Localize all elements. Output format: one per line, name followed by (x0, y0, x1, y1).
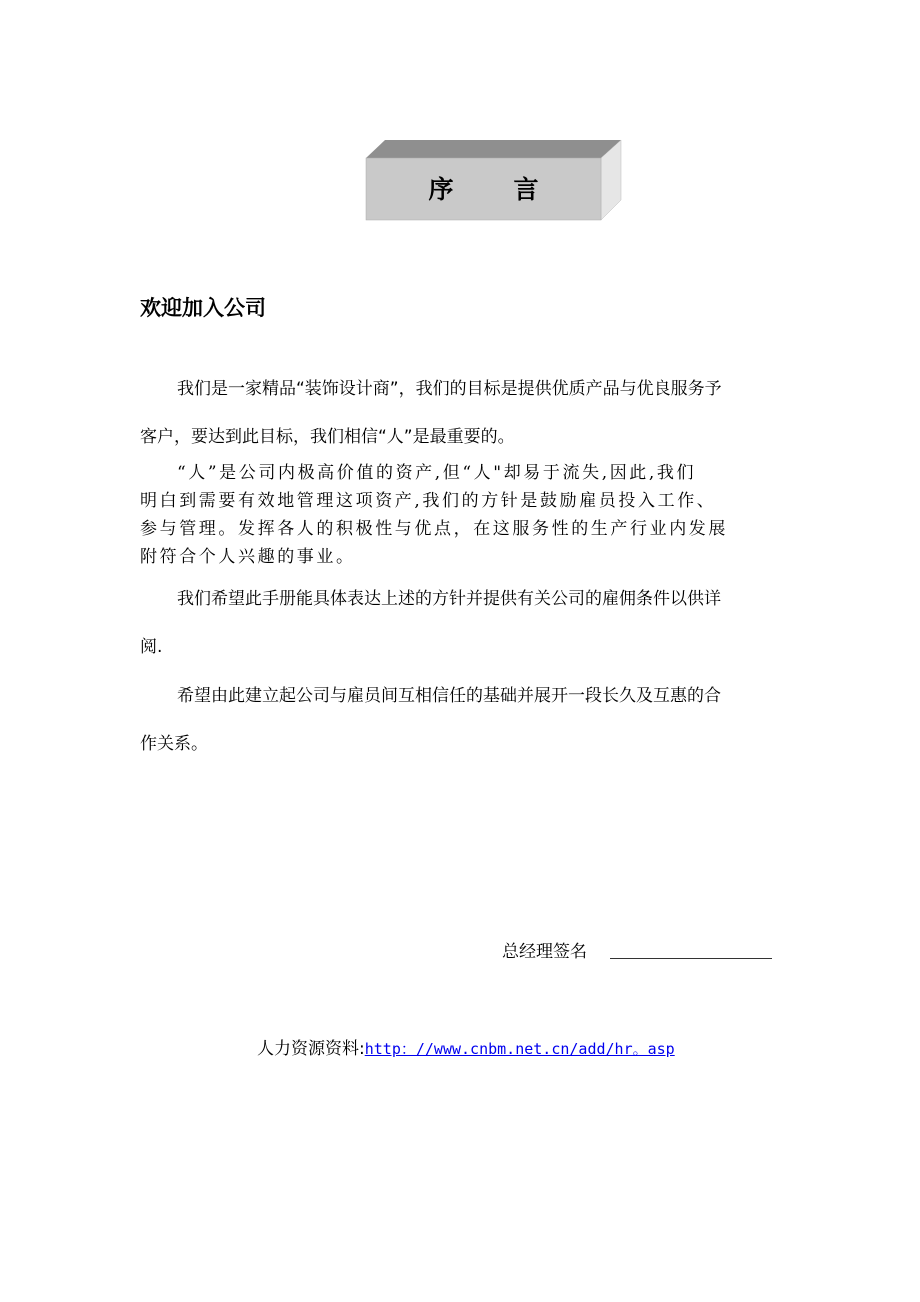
source-label: 人力资源资料: (257, 1039, 365, 1059)
paragraph-line: 我们希望此手册能具体表达上述的方针并提供有关公司的雇佣条件以供详 (177, 589, 721, 609)
section-heading: 欢迎加入公司 (140, 296, 266, 320)
source-link[interactable]: http：//www.cnbm.net.cn/add/hr。asp (364, 1040, 675, 1058)
paragraph-line: 附符合个人兴趣的事业。 (140, 547, 356, 567)
paragraph-line: “人”是公司内极高价值的资产,但“人"却易于流失,因此,我们 (177, 463, 697, 483)
paragraph-line: 阅. (140, 637, 163, 657)
paragraph-line: 作关系。 (140, 734, 208, 754)
signature-line (610, 958, 772, 959)
source-line (257, 1034, 675, 1059)
signature-label: 总经理签名 (502, 942, 587, 962)
paragraph-line: 参与管理。发挥各人的积极性与优点，在这服务性的生产行业内发展 (140, 519, 728, 539)
paragraph-line: 明白到需要有效地管理这项资产,我们的方针是鼓励雇员投入工作、 (140, 491, 717, 511)
paragraph-line: 我们是一家精品“装饰设计商”，我们的目标是提供优质产品与优良服务予 (177, 379, 722, 399)
page-title: 序言 (428, 175, 599, 204)
paragraph-line: 客户，要达到此目标，我们相信“人”是最重要的。 (140, 427, 515, 447)
paragraph-line: 希望由此建立起公司与雇员间互相信任的基础并展开一段长久及互惠的合 (177, 686, 721, 706)
